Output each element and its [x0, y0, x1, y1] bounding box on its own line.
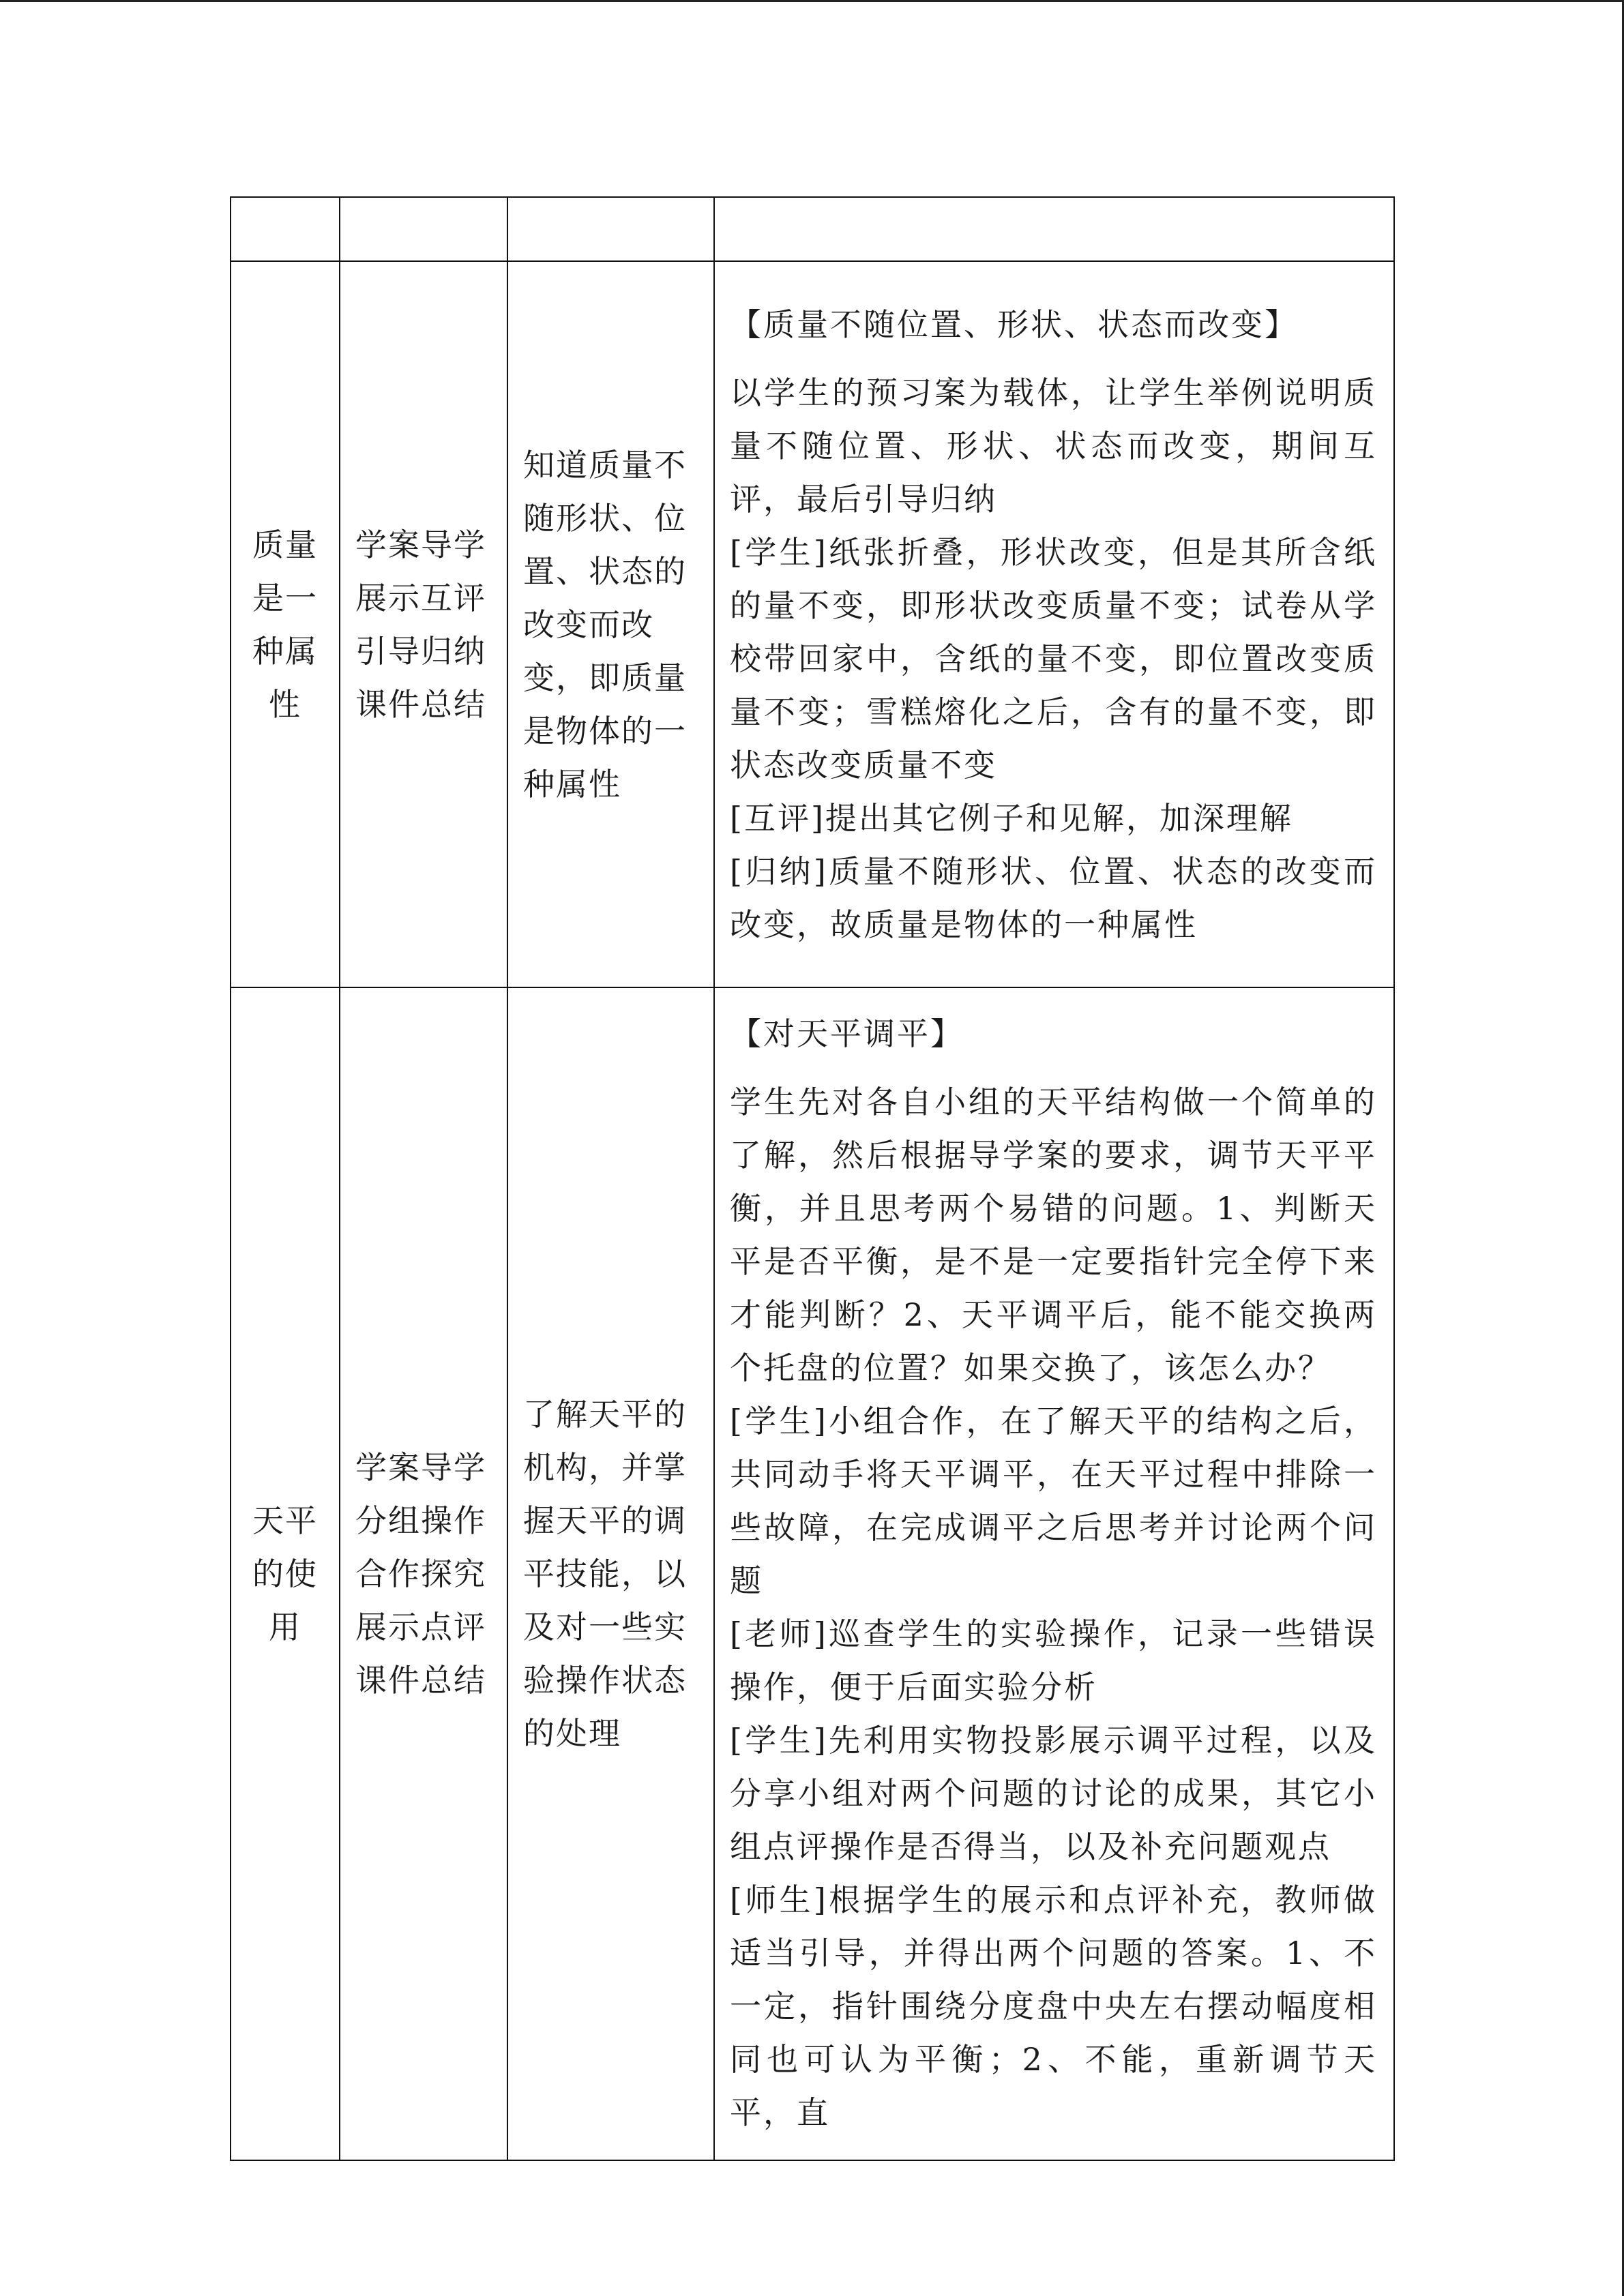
- content-paragraph: [学生]纸张折叠，形状改变，但是其所含纸的量不变，即形状改变质量不变；试卷从学校带回家中，含纸的量不变，即位置改变质量不变；雪糕熔化之后，含有的量不变，即状态改变质量不变: [730, 533, 1377, 784]
- content-paragraph: [学生]小组合作，在了解天平的结构之后，共同动手将天平调平，在天平过程中排除一些故障，在完成调平之后思考并讨论两个问题: [730, 1403, 1377, 1599]
- content-block: [715, 988, 1393, 2160]
- page-top-edge: [0, 0, 1624, 2]
- content-paragraph: [老师]巡查学生的实验操作，记录一些错误操作，便于后面实验分析: [730, 1615, 1377, 1705]
- method-cell: [340, 987, 507, 2160]
- table-row-empty: [231, 197, 1394, 261]
- empty-cell: [714, 197, 1394, 261]
- topic-cell: [231, 261, 340, 987]
- goal-text: 知道质量不随形状、位置、状态的改变而改变，即质量是物体的一种属性: [523, 446, 687, 803]
- method-list: [340, 1441, 507, 1707]
- content-paragraph: [学生]先利用实物投影展示调平过程，以及分享小组对两个问题的讨论的成果，其它小组点评操作是否得当，以及补充问题观点: [730, 1722, 1377, 1865]
- method-item: 课件总结: [355, 685, 486, 723]
- empty-cell: [231, 197, 340, 261]
- topic-text: 天平的使用: [252, 1502, 318, 1645]
- section-heading: 【质量不随位置、形状、状态而改变】: [730, 305, 1298, 343]
- topic-cell: [231, 987, 340, 2160]
- goal-cell: [507, 261, 714, 987]
- method-item: 学案导学: [355, 1449, 486, 1486]
- method-item: 学案导学: [355, 526, 486, 563]
- content-cell: [714, 987, 1394, 2160]
- method-item: 引导归纳: [355, 632, 486, 670]
- content-paragraph: [师生]根据学生的展示和点评补充，教师做适当引导，并得出两个问题的答案。1、不一定，指针围绕分度盘中央左右摆动幅度相同也可认为平衡；2、不能，重新调节天平，直: [730, 1881, 1377, 2131]
- content-paragraph: [归纳]质量不随形状、位置、状态的改变而改变，故质量是物体的一种属性: [730, 852, 1377, 943]
- empty-cell: [340, 197, 507, 261]
- goal-text: 了解天平的机构，并掌握天平的调平技能，以及对一些实验操作状态的处理: [523, 1396, 687, 1752]
- table-row-mass-property: [231, 261, 1394, 987]
- section-heading: 【对天平调平】: [730, 1015, 964, 1052]
- method-item: 展示互评: [355, 579, 486, 616]
- empty-cell: [507, 197, 714, 261]
- content-paragraph: [互评]提出其它例子和见解，加深理解: [730, 799, 1293, 837]
- table-row-balance-use: [231, 987, 1394, 2160]
- content-paragraph: 以学生的预习案为载体，让学生举例说明质量不随位置、形状、状态而改变，期间互评，最后引导归纳: [730, 374, 1377, 518]
- method-list: [340, 518, 507, 731]
- content-block: [715, 278, 1393, 972]
- method-item: 合作探究: [355, 1555, 486, 1592]
- method-cell: [340, 261, 507, 987]
- method-item: 课件总结: [355, 1662, 486, 1699]
- method-item: 展示点评: [355, 1609, 486, 1645]
- goal-cell: [507, 987, 714, 2160]
- topic-text: 质量是一种属性: [252, 526, 318, 723]
- lesson-plan-table: [230, 196, 1395, 2161]
- content-cell: [714, 261, 1394, 987]
- method-item: 分组操作: [355, 1502, 486, 1539]
- content-paragraph: 学生先对各自小组的天平结构做一个简单的了解，然后根据导学案的要求，调节天平平衡，并且思考两个易错的问题。1、判断天平是否平衡，是不是一定要指针完全停下来才能判断？2、天平调平后，能不能交换两个托盘的位置？如果交换了，该怎么办？: [730, 1084, 1377, 1386]
